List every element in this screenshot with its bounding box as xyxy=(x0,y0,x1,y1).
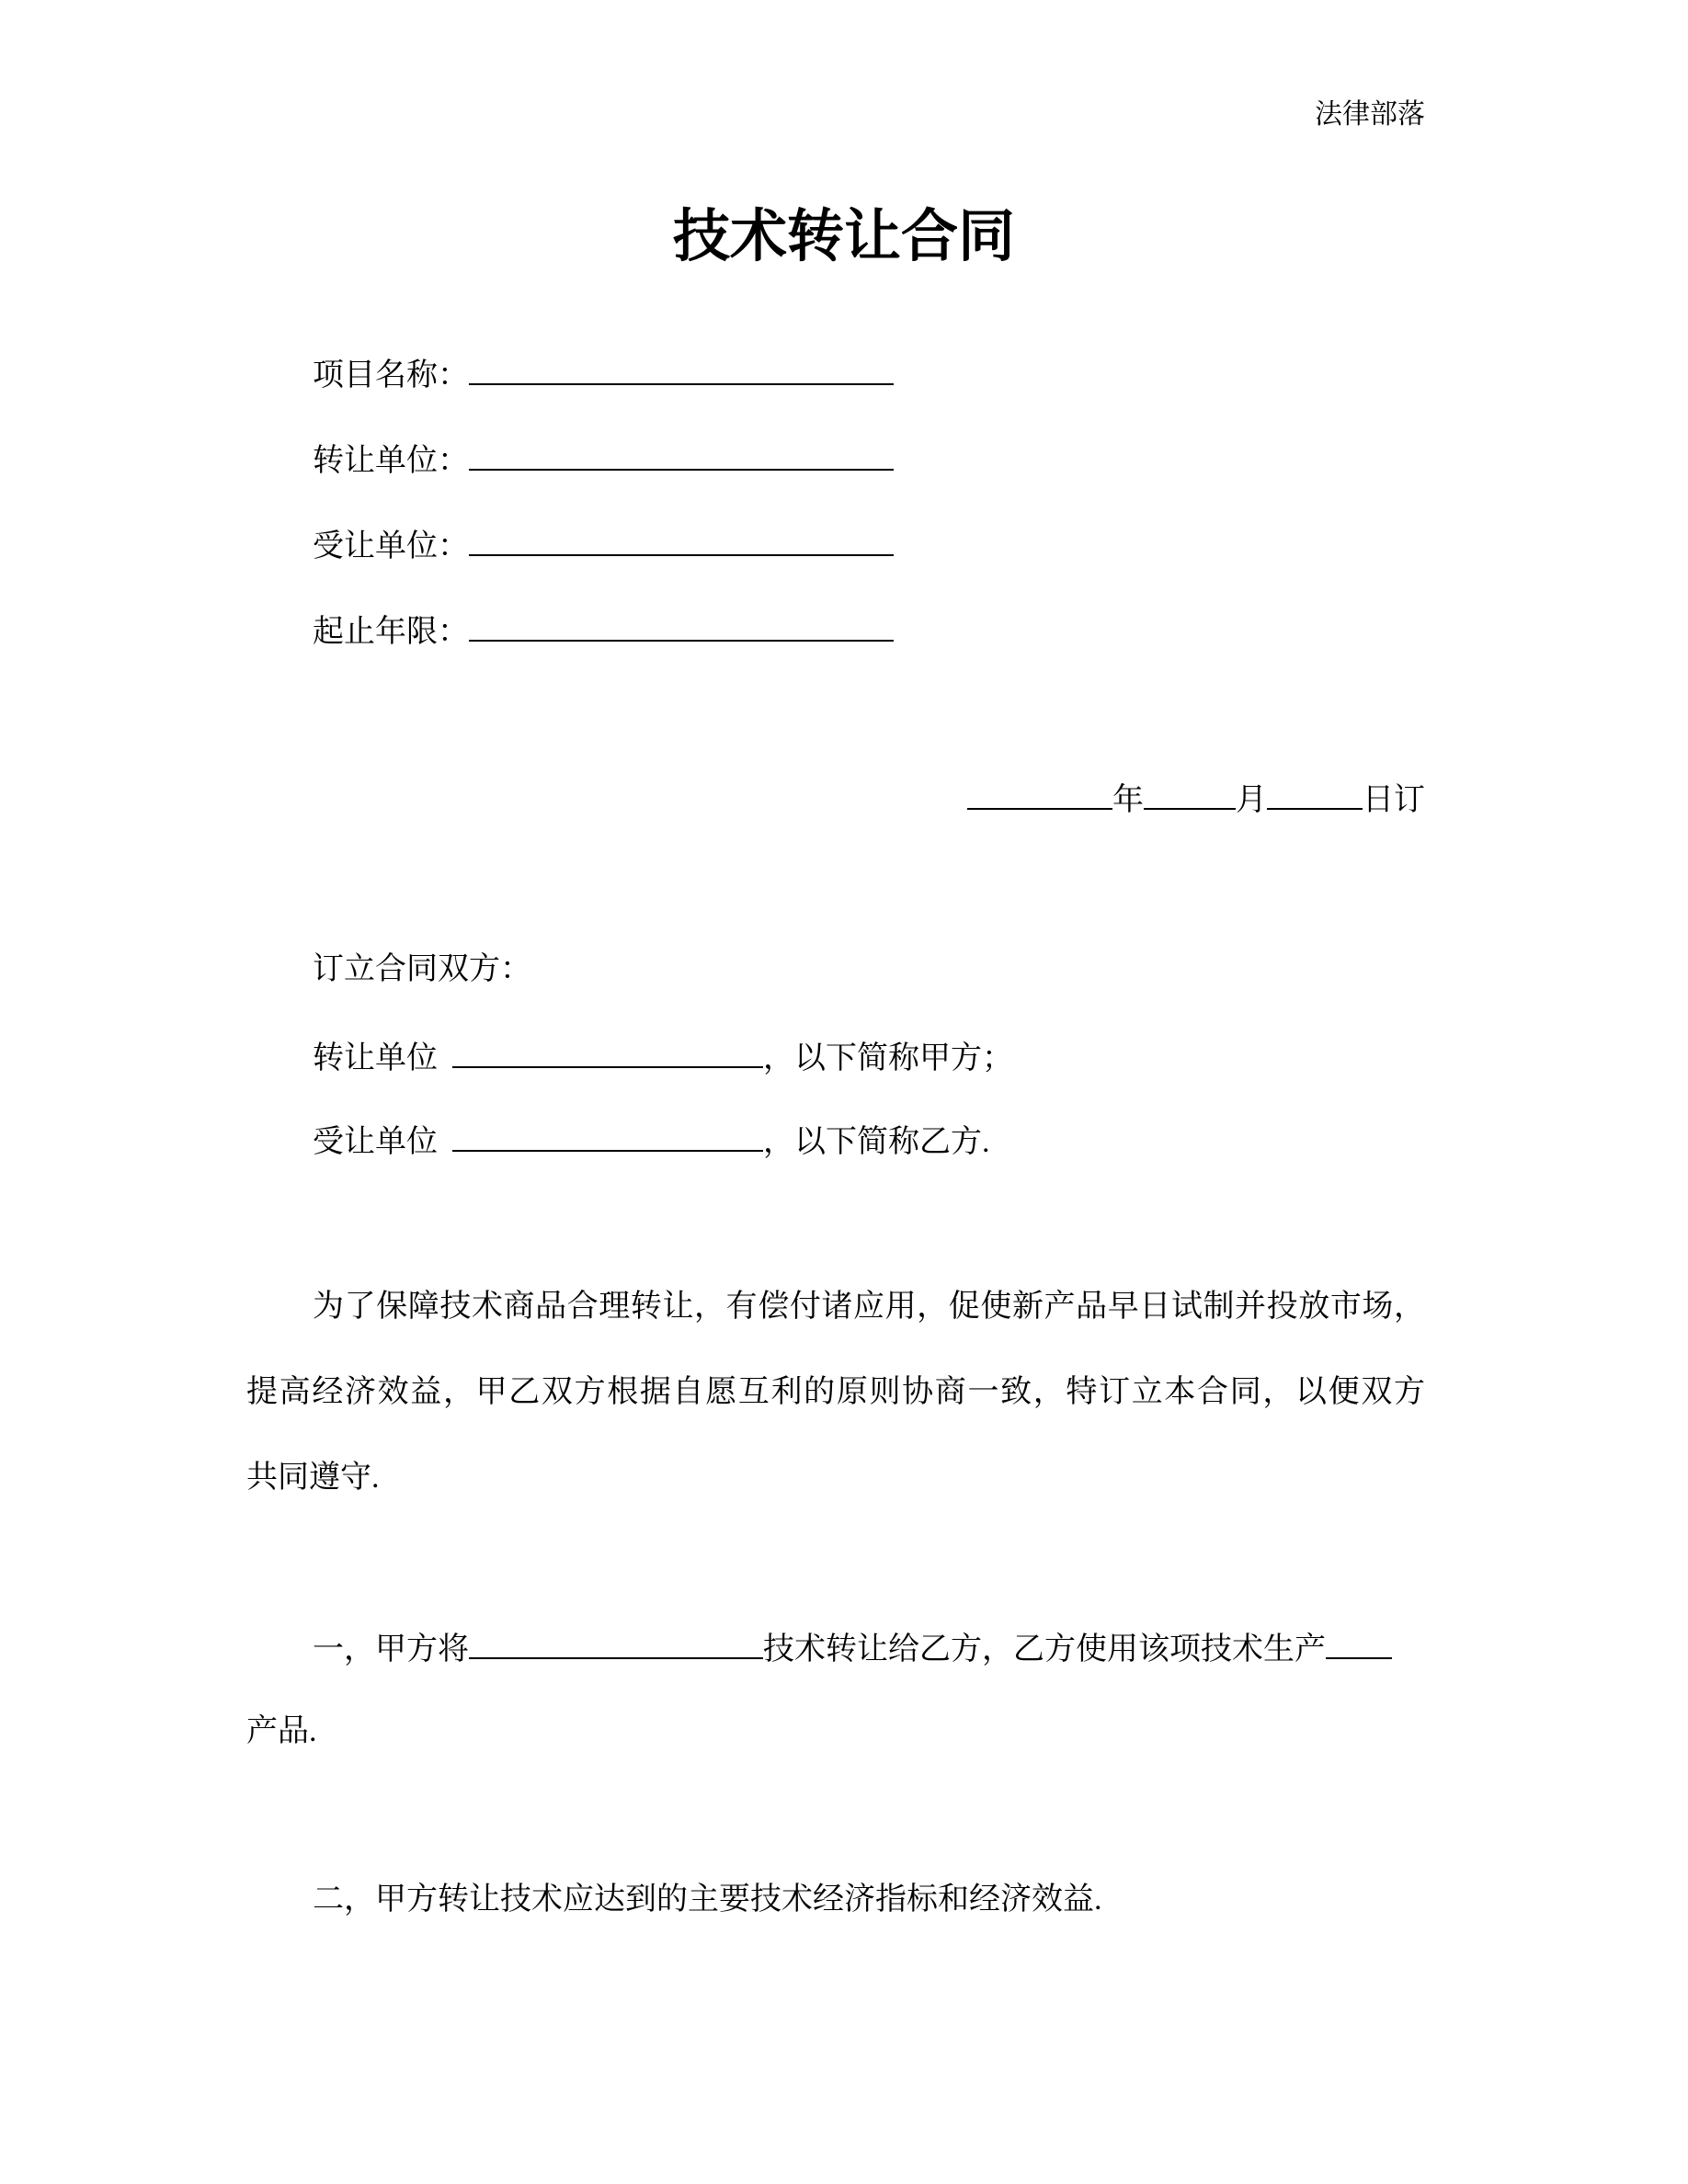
signing-date xyxy=(967,779,1425,819)
blank-line[interactable] xyxy=(469,439,894,471)
year-label: 年 xyxy=(1112,783,1144,817)
blank-line[interactable] xyxy=(469,525,894,556)
preamble-line-3: 共同遵守. xyxy=(246,1461,380,1495)
clause-1-text-a: 一，甲方将 xyxy=(313,1632,469,1666)
preamble-line-2: 提高经济效益，甲乙双方根据自愿互利的原则协商一致，特订立本合同，以便双方 xyxy=(246,1375,1425,1409)
field-label: 项目名称： xyxy=(313,358,469,392)
party-a-label: 转让单位 xyxy=(313,1041,438,1075)
month-label: 月 xyxy=(1236,783,1267,817)
field-transferor xyxy=(313,439,894,480)
party-a-blank[interactable] xyxy=(452,1037,763,1068)
clause-1-line-2: 产品. xyxy=(246,1714,317,1748)
year-blank[interactable] xyxy=(967,779,1112,810)
field-label: 起止年限： xyxy=(313,615,469,649)
party-b-label: 受让单位 xyxy=(313,1125,438,1159)
blank-line[interactable] xyxy=(469,354,894,385)
document-title: 技术转让合同 xyxy=(672,202,1015,269)
clause-1 xyxy=(313,1628,1392,1668)
clause-1-text-b: 技术转让给乙方，乙方使用该项技术生产 xyxy=(763,1632,1326,1666)
field-label: 受让单位： xyxy=(313,529,469,563)
field-label: 转让单位： xyxy=(313,444,469,478)
blank-line[interactable] xyxy=(469,610,894,642)
month-blank[interactable] xyxy=(1144,779,1236,810)
product-blank[interactable] xyxy=(1326,1628,1392,1659)
field-project-name xyxy=(313,354,894,394)
party-b-line xyxy=(313,1120,990,1161)
technology-blank[interactable] xyxy=(469,1628,763,1659)
day-blank[interactable] xyxy=(1267,779,1363,810)
preamble-line-1: 为了保障技术商品合理转让，有偿付诸应用，促使新产品早日试制并投放市场， xyxy=(313,1290,1425,1324)
party-a-line xyxy=(313,1037,1013,1077)
party-b-suffix: ，以下简称乙方. xyxy=(763,1125,990,1159)
header-note: 法律部落 xyxy=(1315,99,1425,130)
party-b-blank[interactable] xyxy=(452,1120,763,1152)
field-term xyxy=(313,610,894,651)
party-a-suffix: ，以下简称甲方； xyxy=(763,1041,1013,1075)
day-label: 日订 xyxy=(1363,783,1425,817)
field-transferee xyxy=(313,525,894,565)
parties-heading: 订立合同双方： xyxy=(313,952,531,986)
clause-2: 二，甲方转让技术应达到的主要技术经济指标和经济效益. xyxy=(313,1883,1102,1917)
